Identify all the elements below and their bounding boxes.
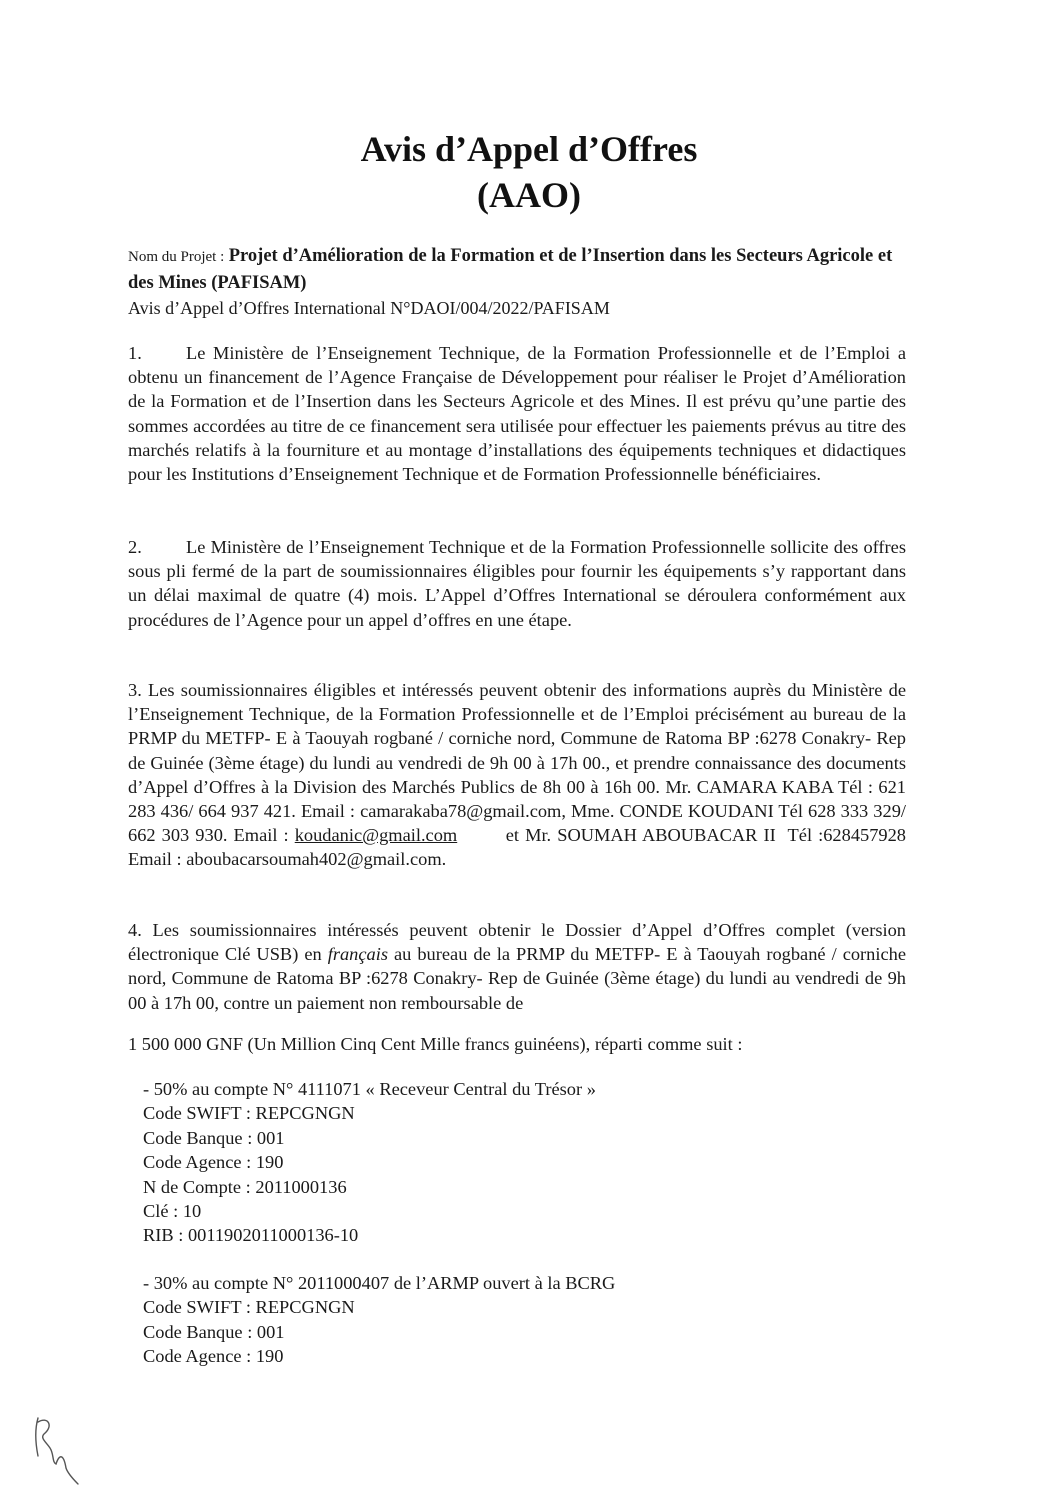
paragraph-text: Le Ministère de l’Enseignement Technique, de la Formation Professionnelle et de l’Emploi a obtenu un financement de l’Agence Française de Développement pour réaliser le Projet d’Amélioration de la Formation et de l’Insertion dans les Secteurs Agricole et des Mines. Il est prévu qu’une partie des sommes accordées au titre de ce financement sera utilisée pour effectuer les paiements prévus au titre des marchés relatifs à la fourniture et au montage d’installations des équipements techniques et didactiques pour les Institutions d’Enseignement Technique et de Formation Professionnelle bénéficiaires. bbox=[128, 343, 906, 485]
rib: RIB : 0011902011000136-10 bbox=[143, 1225, 359, 1246]
swift-code: Code SWIFT : REPCGNGN bbox=[143, 1103, 355, 1124]
paragraph-text: 3. Les soumissionnaires éligibles et intéressés peuvent obtenir des informations auprès du Ministère de l’Enseignement Technique, de la Formation Professionnelle et de l’Emploi précisément au bureau de la PRMP du METFP- E à Taouyah rogbané / corniche nord, Commune de Ratoma BP :6278 Conakry- Rep de Guinée (3ème étage) du lundi au vendredi de 9h 00 à 17h 00., et prendre connaissance des documents d’Appel d’Offres à la Division des Marchés Publics de 8h 00 à 16h 00. Mr. CAMARA KABA Tél : 621 283 436/ 664 937 421. Email : camarakaba78@gmail.com, Mme. CONDE KOUDANI Tél 628 333 329/ 662 303 930. Email : bbox=[128, 680, 906, 846]
paragraph-3 bbox=[128, 678, 911, 872]
initials-signature bbox=[24, 1412, 84, 1486]
payment-header: - 30% au compte N° 2011000407 de l’ARMP ouvert à la BCRG bbox=[143, 1273, 616, 1293]
agency-code: Code Agence : 190 bbox=[143, 1346, 284, 1367]
account-number: N de Compte : 2011000136 bbox=[143, 1176, 347, 1197]
paragraph-4 bbox=[128, 918, 906, 1015]
amount-line: 1 500 000 GNF (Un Million Cinq Cent Mille francs guinéens), réparti comme suit : bbox=[128, 1034, 743, 1054]
payment-block-2 bbox=[143, 1271, 615, 1369]
paragraph-2 bbox=[128, 535, 906, 632]
paragraph-1 bbox=[128, 341, 906, 486]
payment-block-1 bbox=[143, 1077, 596, 1248]
paragraph-text: 4. Les soumissionnaires intéressés peuvent obtenir le Dossier d’Appel d’Offres complet (version électronique Clé USB) en bbox=[128, 920, 906, 965]
payment-header: - 50% au compte N° 4111071 « Receveur Central du Trésor » bbox=[143, 1079, 596, 1099]
paragraph-italic-text: français bbox=[327, 944, 388, 965]
paragraph-number: 1. bbox=[128, 343, 142, 363]
account-key: Clé : 10 bbox=[143, 1201, 202, 1222]
document-subtitle: (AAO) bbox=[477, 175, 581, 215]
paragraph-text: au bureau de la PRMP du METFP- E à Taouyah rogbané / corniche nord, Commune de Ratoma BP :6278 Conakry- Rep de Guinée (3ème étage) du lundi au vendredi de 9h 00 à 17h 00, contre un paiement non remboursable de bbox=[128, 944, 907, 1013]
project-label: Nom du Projet : bbox=[128, 249, 225, 265]
tender-reference: Avis d’Appel d’Offres International N°DAOI/004/2022/PAFISAM bbox=[128, 298, 610, 318]
agency-code: Code Agence : 190 bbox=[143, 1152, 284, 1173]
bank-code: Code Banque : 001 bbox=[143, 1321, 285, 1342]
project-name: Projet d’Amélioration de la Formation et de l’Insertion dans les Secteurs Agricole et des Mines (PAFISAM) bbox=[128, 246, 893, 293]
paragraph-text: et Mr. SOUMAH ABOUBACAR II Tél :628457928 Email : aboubacarsoumah402@gmail.com. bbox=[128, 825, 911, 870]
paragraph-text: Le Ministère de l’Enseignement Technique et de la Formation Professionnelle sollicite des offres sous pli fermé de la part de soumissionnaires éligibles pour fournir les équipements s’y rapportant dans un délai maximal de quatre (4) mois. L’Appel d’Offres International se déroulera conformément aux procédures de l’Agence pour un appel d’offres en une étape. bbox=[128, 537, 906, 630]
bank-code: Code Banque : 001 bbox=[143, 1127, 285, 1148]
email-link[interactable]: koudanic@gmail.com bbox=[294, 825, 458, 846]
swift-code: Code SWIFT : REPCGNGN bbox=[143, 1297, 355, 1318]
document-title: Avis d’Appel d’Offres bbox=[360, 129, 698, 169]
paragraph-number: 2. bbox=[128, 537, 142, 557]
project-block bbox=[128, 243, 908, 321]
